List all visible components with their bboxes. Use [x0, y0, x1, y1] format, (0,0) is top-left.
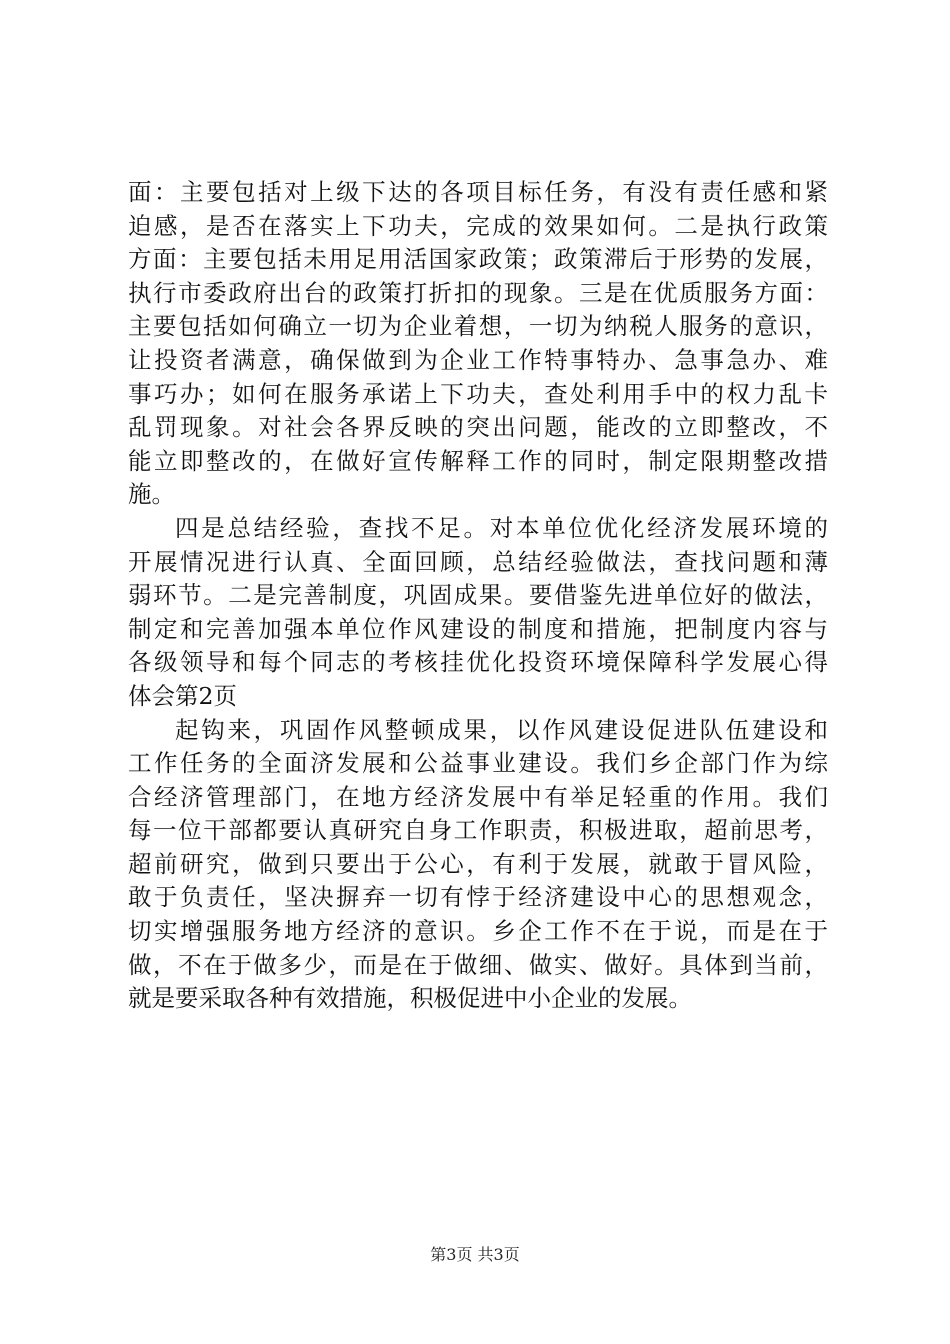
- paragraph-start-line: 起钩来，巩固作风整顿成果，以作风建设促进队伍建设和: [175, 715, 828, 744]
- text-line: 体会第2页: [128, 681, 237, 710]
- text-line: 超前研究，做到只要出于公心，有利于发展，就敢于冒风险，: [128, 849, 828, 878]
- text-line: 每一位干部都要认真研究自身工作职责，积极进取，超前思考，: [128, 816, 828, 845]
- text-line: 切实增强服务地方经济的意识。乡企工作不在于说，而是在于: [128, 917, 828, 946]
- text-line: 工作任务的全面济发展和公益事业建设。我们乡企部门作为综: [128, 749, 828, 778]
- text-line: 敢于负责任，坚决摒弃一切有悖于经济建设中心的思想观念，: [128, 883, 828, 912]
- text-line: 施。: [128, 480, 175, 509]
- text-line: 就是要采取各种有效措施，积极促进中小企业的发展。: [128, 984, 692, 1013]
- text-line: 能立即整改的，在做好宣传解释工作的同时，制定限期整改措: [128, 446, 828, 475]
- document-body: [128, 176, 828, 1016]
- text-line: 迫感，是否在落实上下功夫，完成的效果如何。二是执行政策: [128, 211, 828, 240]
- text-line: 各级领导和每个同志的考核挂优化投资环境保障科学发展心得: [128, 648, 828, 677]
- text-line: 乱罚现象。对社会各界反映的突出问题，能改的立即整改，不: [128, 413, 828, 442]
- text-line: 制定和完善加强本单位作风建设的制度和措施，把制度内容与: [128, 614, 828, 643]
- text-line: 面：主要包括对上级下达的各项目标任务，有没有责任感和紧: [128, 178, 828, 206]
- text-line: 做，不在于做多少，而是在于做细、做实、做好。具体到当前，: [128, 950, 828, 979]
- text-line: 合经济管理部门，在地方经济发展中有举足轻重的作用。我们: [128, 782, 828, 811]
- text-line: 弱环节。二是完善制度，巩固成果。要借鉴先进单位好的做法，: [128, 581, 828, 610]
- text-line: 让投资者满意，确保做到为企业工作特事特办、急事急办、难: [128, 345, 828, 374]
- text-line: 执行市委政府出台的政策打折扣的现象。三是在优质服务方面：: [128, 278, 828, 307]
- paragraph-start-line: 四是总结经验，查找不足。对本单位优化经济发展环境的: [175, 513, 828, 542]
- text-line: 主要包括如何确立一切为企业着想，一切为纳税人服务的意识，: [128, 312, 828, 341]
- text-line: 方面：主要包括未用足用活国家政策；政策滞后于形势的发展，: [128, 245, 828, 274]
- text-line: 开展情况进行认真、全面回顾，总结经验做法，查找问题和薄: [128, 547, 828, 576]
- page-footer: 第3页 共3页: [430, 1245, 520, 1264]
- text-line: 事巧办；如何在服务承诺上下功夫，查处利用手中的权力乱卡: [128, 379, 828, 408]
